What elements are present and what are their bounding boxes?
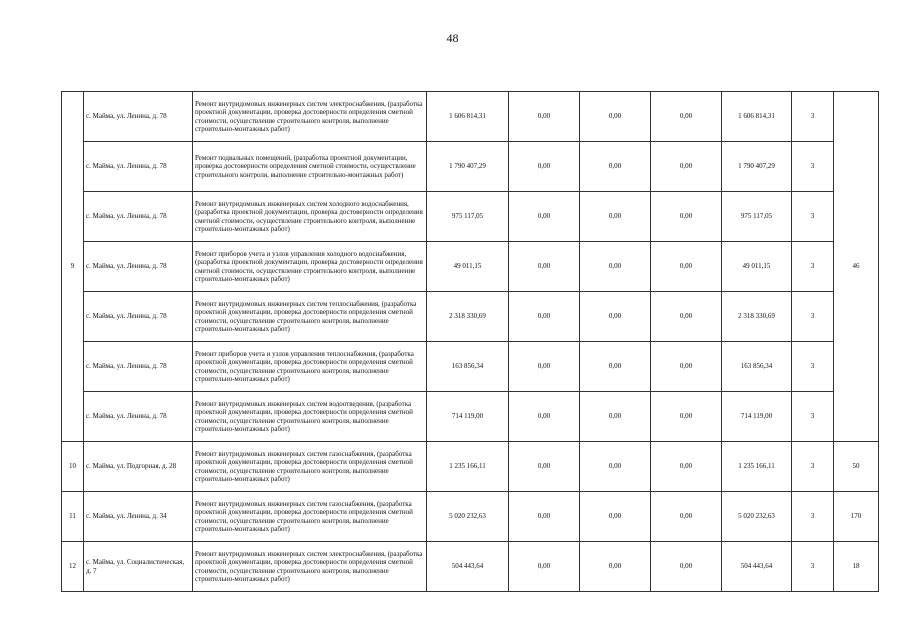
cost-cell-2: 0,00 bbox=[580, 342, 651, 392]
cost-cell-4: 1 790 407,29 bbox=[722, 142, 792, 192]
cost-cell-2: 0,00 bbox=[580, 542, 651, 592]
cost-cell-4: 5 020 232,63 bbox=[722, 492, 792, 542]
address-cell: с. Майма, ул. Социалистическая, д. 7 bbox=[84, 542, 193, 592]
total-cost-cell: 975 117,05 bbox=[427, 192, 509, 242]
table-row bbox=[62, 242, 879, 292]
count-cell: 18 bbox=[834, 542, 879, 592]
work-description-cell: Ремонт подвальных помещений, (разработка проектной документации, проверка достоверности определения сметной стоимости, осуществление строительного контроля, выполнение строительно-монтажных работ) bbox=[193, 142, 427, 192]
table-row bbox=[62, 92, 879, 142]
table-row bbox=[62, 542, 879, 592]
cost-cell-3: 0,00 bbox=[651, 192, 722, 242]
row-number-cell: 10 bbox=[62, 442, 84, 492]
cost-cell-1: 0,00 bbox=[509, 192, 580, 242]
cost-cell-1: 0,00 bbox=[509, 342, 580, 392]
total-cost-cell: 504 443,64 bbox=[427, 542, 509, 592]
table-row bbox=[62, 442, 879, 492]
term-cell: 3 bbox=[792, 492, 834, 542]
count-cell: 46 bbox=[834, 92, 879, 442]
table-row bbox=[62, 492, 879, 542]
cost-cell-1: 0,00 bbox=[509, 242, 580, 292]
address-cell: с. Майма, ул. Ленина, д. 78 bbox=[84, 92, 193, 142]
total-cost-cell: 5 020 232,63 bbox=[427, 492, 509, 542]
cost-cell-2: 0,00 bbox=[580, 442, 651, 492]
term-cell: 3 bbox=[792, 342, 834, 392]
cost-cell-2: 0,00 bbox=[580, 192, 651, 242]
cost-cell-3: 0,00 bbox=[651, 342, 722, 392]
cost-cell-1: 0,00 bbox=[509, 92, 580, 142]
table-row bbox=[62, 192, 879, 242]
cost-cell-4: 2 318 330,69 bbox=[722, 292, 792, 342]
address-cell: с. Майма, ул. Ленина, д. 78 bbox=[84, 342, 193, 392]
cost-cell-2: 0,00 bbox=[580, 492, 651, 542]
work-description-cell: Ремонт внутридомовых инженерных систем водоотведения, (разработка проектной документации, проверка достоверности определения сметной стоимости, осуществление строительного контроля, выполнение строительно-монтажных работ) bbox=[193, 392, 427, 442]
count-cell: 50 bbox=[834, 442, 879, 492]
cost-cell-1: 0,00 bbox=[509, 392, 580, 442]
table-row bbox=[62, 142, 879, 192]
row-number-cell: 11 bbox=[62, 492, 84, 542]
cost-cell-4: 975 117,05 bbox=[722, 192, 792, 242]
address-cell: с. Майма, ул. Ленина, д. 78 bbox=[84, 242, 193, 292]
cost-cell-2: 0,00 bbox=[580, 92, 651, 142]
cost-cell-4: 504 443,64 bbox=[722, 542, 792, 592]
address-cell: с. Майма, ул. Ленина, д. 78 bbox=[84, 192, 193, 242]
total-cost-cell: 714 119,00 bbox=[427, 392, 509, 442]
cost-cell-4: 1 235 166,11 bbox=[722, 442, 792, 492]
total-cost-cell: 2 318 330,69 bbox=[427, 292, 509, 342]
work-description-cell: Ремонт внутридомовых инженерных систем газоснабжения, (разработка проектной документации, проверка достоверности определения сметной стоимости, осуществление строительного контроля, выполнение строительно-монтажных работ) bbox=[193, 492, 427, 542]
term-cell: 3 bbox=[792, 542, 834, 592]
cost-cell-3: 0,00 bbox=[651, 92, 722, 142]
term-cell: 3 bbox=[792, 92, 834, 142]
total-cost-cell: 1 790 407,29 bbox=[427, 142, 509, 192]
total-cost-cell: 1 606 814,31 bbox=[427, 92, 509, 142]
cost-cell-4: 49 011,15 bbox=[722, 242, 792, 292]
cost-cell-1: 0,00 bbox=[509, 542, 580, 592]
total-cost-cell: 1 235 166,11 bbox=[427, 442, 509, 492]
cost-cell-1: 0,00 bbox=[509, 142, 580, 192]
count-cell: 170 bbox=[834, 492, 879, 542]
total-cost-cell: 163 856,34 bbox=[427, 342, 509, 392]
work-description-cell: Ремонт приборов учета и узлов управления теплоснабжения, (разработка проектной документации, проверка достоверности определения сметной стоимости, осуществление строительного контроля, выполнение строительно-монтажных работ) bbox=[193, 342, 427, 392]
work-description-cell: Ремонт внутридомовых инженерных систем холодного водоснабжения, (разработка проектной документации, проверка достоверности определения сметной стоимости, осуществление строительного контроля, выполнение строительно-монтажных работ) bbox=[193, 192, 427, 242]
row-number-cell: 12 bbox=[62, 542, 84, 592]
cost-cell-3: 0,00 bbox=[651, 142, 722, 192]
cost-cell-2: 0,00 bbox=[580, 292, 651, 342]
total-cost-cell: 49 011,15 bbox=[427, 242, 509, 292]
table-row bbox=[62, 292, 879, 342]
address-cell: с. Майма, ул. Ленина, д. 78 bbox=[84, 392, 193, 442]
work-description-cell: Ремонт внутридомовых инженерных систем электроснабжения, (разработка проектной документации, проверка достоверности определения сметной стоимости, осуществление строительного контроля, выполнение строительно-монтажных работ) bbox=[193, 92, 427, 142]
cost-cell-4: 1 606 814,31 bbox=[722, 92, 792, 142]
row-number-cell: 9 bbox=[62, 92, 84, 442]
cost-cell-3: 0,00 bbox=[651, 292, 722, 342]
cost-cell-3: 0,00 bbox=[651, 442, 722, 492]
cost-cell-3: 0,00 bbox=[651, 392, 722, 442]
work-description-cell: Ремонт приборов учета и узлов управления холодного водоснабжения, (разработка проектной документации, проверка достоверности определения сметной стоимости, осуществление строительного контроля, выполнение строительно-монтажных работ) bbox=[193, 242, 427, 292]
cost-cell-3: 0,00 bbox=[651, 242, 722, 292]
address-cell: с. Майма, ул. Ленина, д. 34 bbox=[84, 492, 193, 542]
address-cell: с. Майма, ул. Ленина, д. 78 bbox=[84, 142, 193, 192]
cost-cell-2: 0,00 bbox=[580, 392, 651, 442]
cost-cell-2: 0,00 bbox=[580, 242, 651, 292]
cost-cell-1: 0,00 bbox=[509, 292, 580, 342]
repair-program-table bbox=[61, 91, 879, 592]
table-row bbox=[62, 342, 879, 392]
term-cell: 3 bbox=[792, 442, 834, 492]
cost-cell-1: 0,00 bbox=[509, 442, 580, 492]
address-cell: с. Майма, ул. Ленина, д. 78 bbox=[84, 292, 193, 342]
term-cell: 3 bbox=[792, 242, 834, 292]
cost-cell-3: 0,00 bbox=[651, 542, 722, 592]
cost-cell-1: 0,00 bbox=[509, 492, 580, 542]
cost-cell-4: 714 119,00 bbox=[722, 392, 792, 442]
address-cell: с. Майма, ул. Подгорная, д. 28 bbox=[84, 442, 193, 492]
cost-cell-2: 0,00 bbox=[580, 142, 651, 192]
cost-cell-4: 163 856,34 bbox=[722, 342, 792, 392]
term-cell: 3 bbox=[792, 192, 834, 242]
term-cell: 3 bbox=[792, 392, 834, 442]
page-number: 48 bbox=[446, 31, 459, 45]
work-description-cell: Ремонт внутридомовых инженерных систем теплоснабжения, (разработка проектной документации, проверка достоверности определения сметной стоимости, осуществление строительного контроля, выполнение строительно-монтажных работ) bbox=[193, 292, 427, 342]
work-description-cell: Ремонт внутридомовых инженерных систем электроснабжения, (разработка проектной документации, проверка достоверности определения сметной стоимости, осуществление строительного контроля, выполнение строительно-монтажных работ) bbox=[193, 542, 427, 592]
work-description-cell: Ремонт внутридомовых инженерных систем газоснабжения, (разработка проектной документации, проверка достоверности определения сметной стоимости, осуществление строительного контроля, выполнение строительно-монтажных работ) bbox=[193, 442, 427, 492]
table-body bbox=[62, 92, 879, 592]
cost-cell-3: 0,00 bbox=[651, 492, 722, 542]
table-row bbox=[62, 392, 879, 442]
term-cell: 3 bbox=[792, 292, 834, 342]
term-cell: 3 bbox=[792, 142, 834, 192]
